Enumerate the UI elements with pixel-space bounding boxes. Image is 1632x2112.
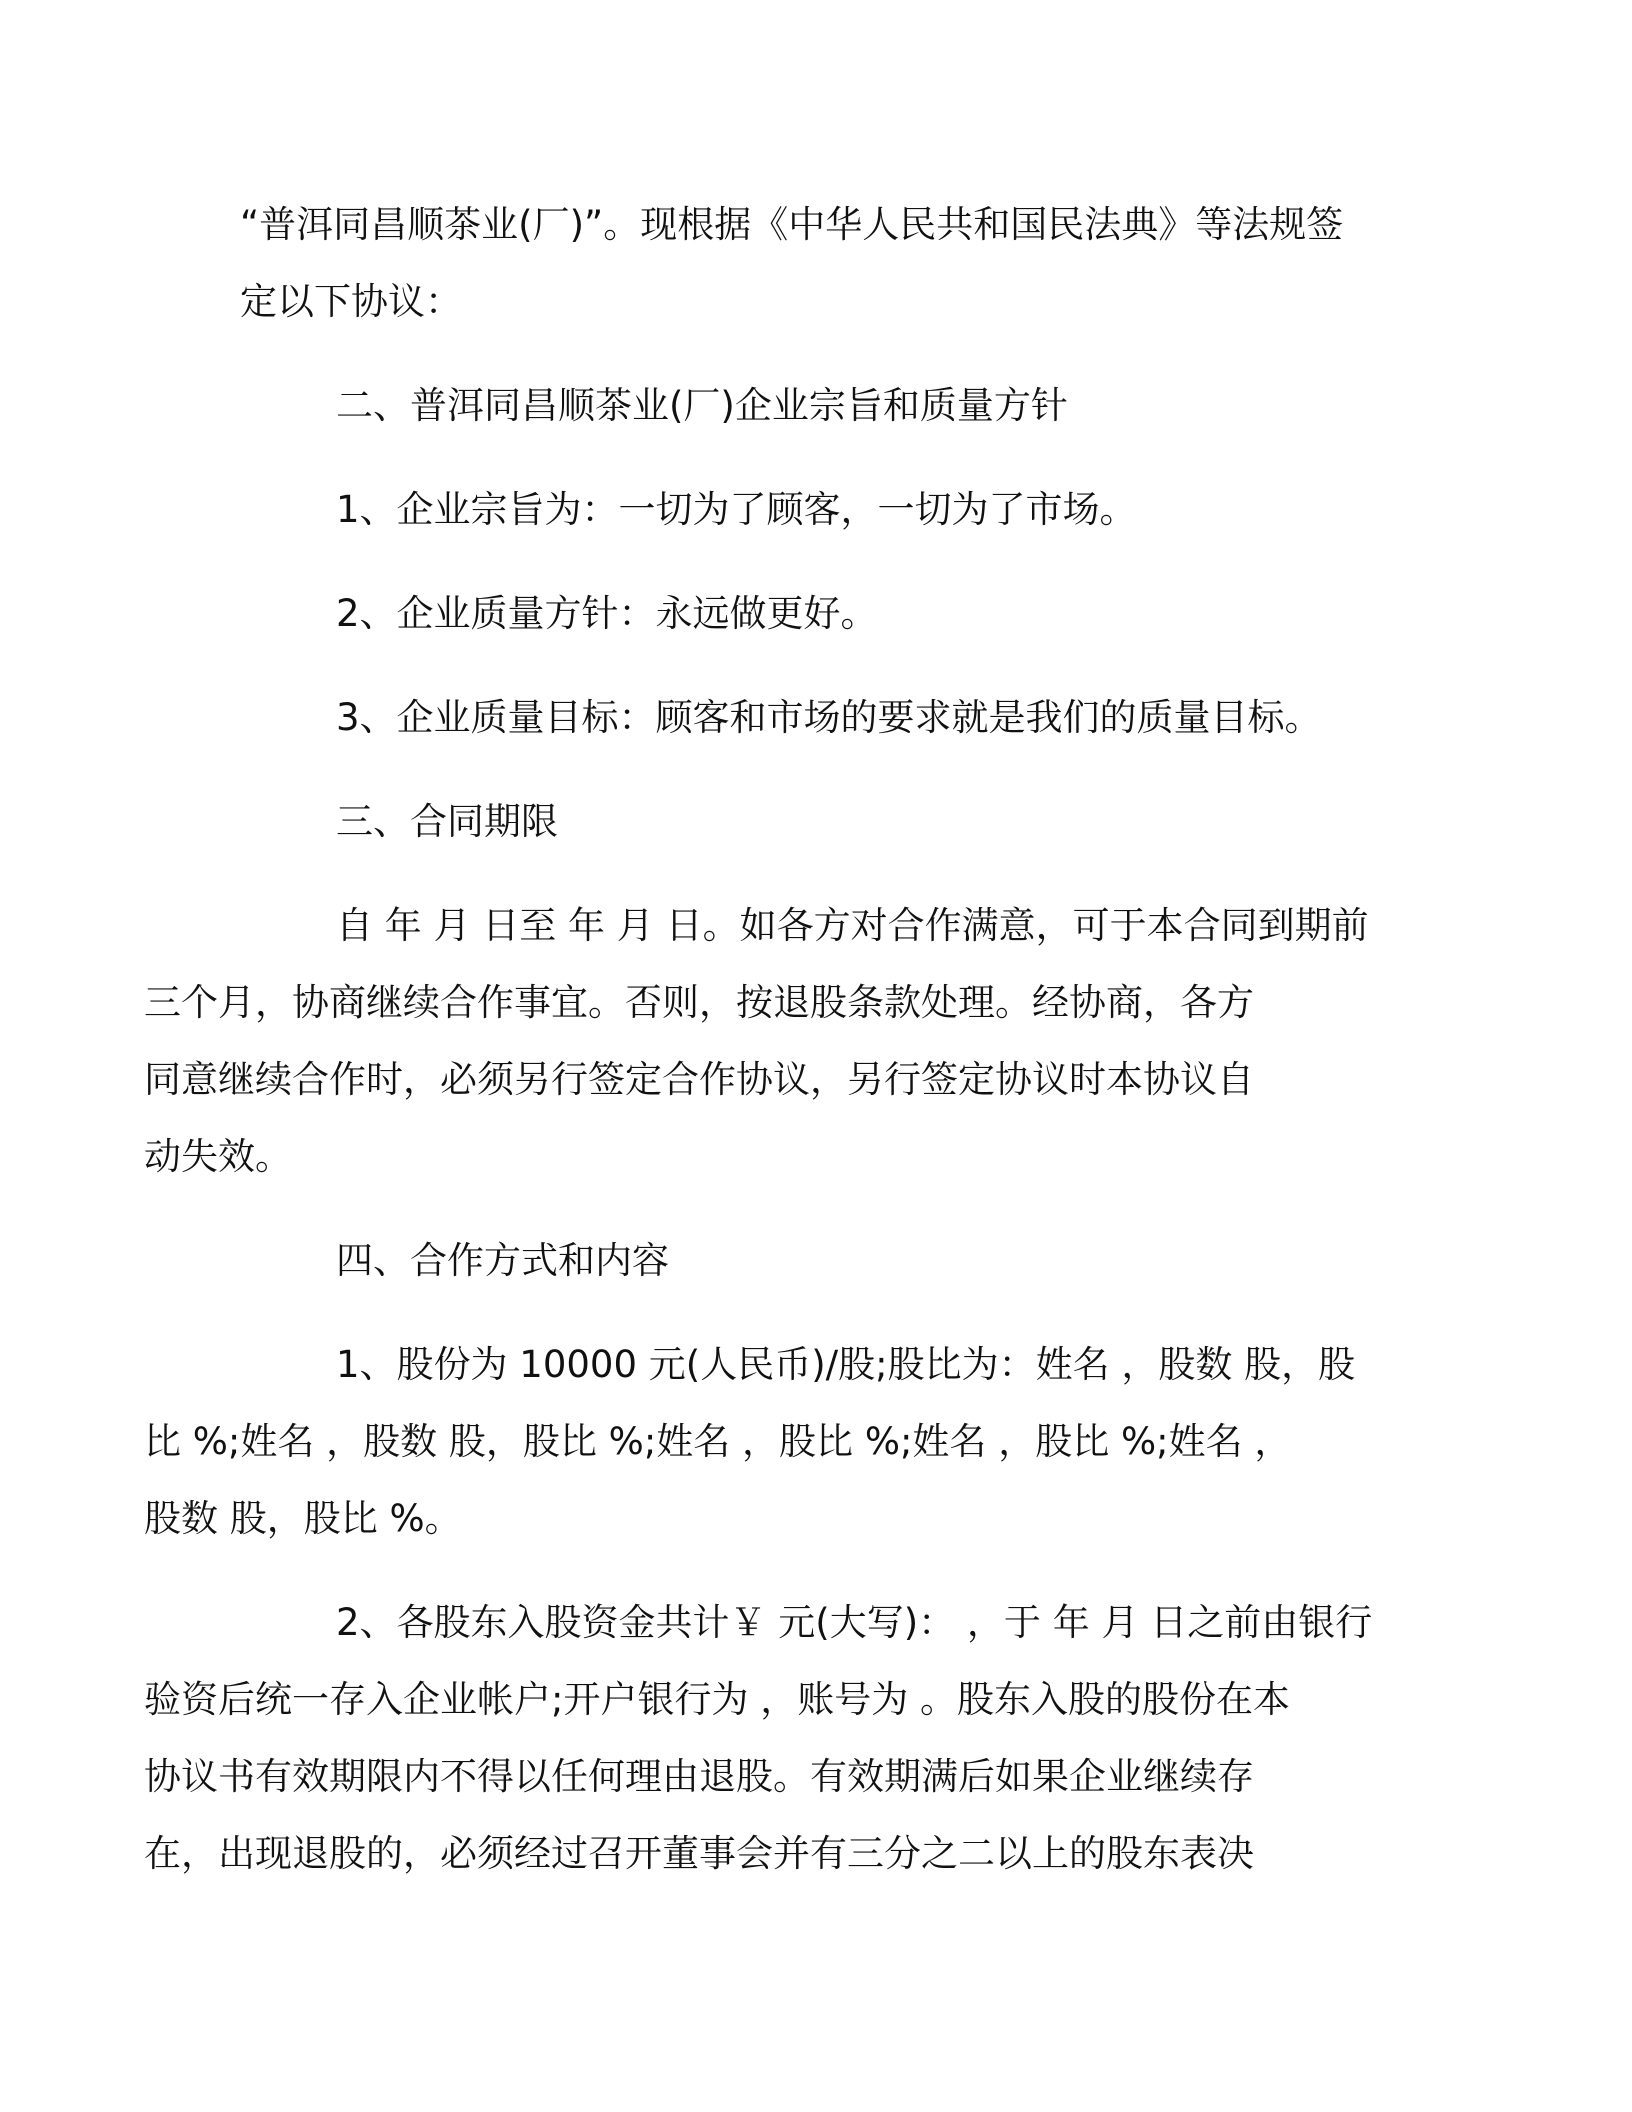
text-line: “普洱同昌顺茶业(厂)”。现根据《中华人民共和国民法典》等法规签 xyxy=(240,203,1344,246)
heading-text: 三、合同期限 xyxy=(336,800,558,843)
text-line: 动失效。 xyxy=(144,1135,292,1178)
text-line: 比 %;姓名 ，股数 股，股比 %;姓名 ，股比 %;姓名 ，股比 %;姓名 ， xyxy=(144,1420,1292,1463)
capital-paragraph xyxy=(144,1584,1392,1892)
text-line: 2、企业质量方针：永远做更好。 xyxy=(336,592,878,635)
text-line: 2、各股东入股资金共计￥ 元(大写)： ，于 年 月 日之前由银行 xyxy=(336,1601,1373,1644)
text-line: 验资后统一存入企业帐户;开户银行为 ，账号为 。股东入股的股份在本 xyxy=(144,1678,1290,1721)
text-line: 同意继续合作时，必须另行签定合作协议，另行签定协议时本协议自 xyxy=(144,1058,1254,1101)
text-line: 自 年 月 日至 年 月 日。如各方对合作满意，可于本合同到期前 xyxy=(336,904,1369,947)
text-line: 股数 股，股比 %。 xyxy=(144,1497,462,1540)
section-heading-4 xyxy=(240,1222,1392,1299)
text-line: 在，出现退股的，必须经过召开董事会并有三分之二以上的股东表决 xyxy=(144,1832,1254,1875)
section-heading-2 xyxy=(240,367,1392,444)
text-line: 三个月，协商继续合作事宜。否则，按退股条款处理。经协商，各方 xyxy=(144,981,1254,1024)
list-item-quality-policy xyxy=(240,575,1392,652)
text-line: 定以下协议： xyxy=(240,280,462,323)
text-line: 1、股份为 10000 元(人民币)/股;股比为：姓名 ，股数 股，股 xyxy=(336,1343,1356,1386)
intro-paragraph xyxy=(240,186,1392,340)
contract-term-paragraph xyxy=(144,887,1392,1195)
shares-paragraph xyxy=(144,1326,1392,1557)
heading-text: 二、普洱同昌顺茶业(厂)企业宗旨和质量方针 xyxy=(336,384,1068,427)
section-heading-3 xyxy=(240,783,1392,860)
heading-text: 四、合作方式和内容 xyxy=(336,1239,669,1282)
list-item-purpose xyxy=(240,471,1392,548)
list-item-quality-goal xyxy=(240,679,1392,756)
document-body xyxy=(144,186,1392,1892)
text-line: 协议书有效期限内不得以任何理由退股。有效期满后如果企业继续存 xyxy=(144,1755,1254,1798)
text-line: 1、企业宗旨为：一切为了顾客，一切为了市场。 xyxy=(336,488,1137,531)
text-line: 3、企业质量目标：顾客和市场的要求就是我们的质量目标。 xyxy=(336,696,1322,739)
